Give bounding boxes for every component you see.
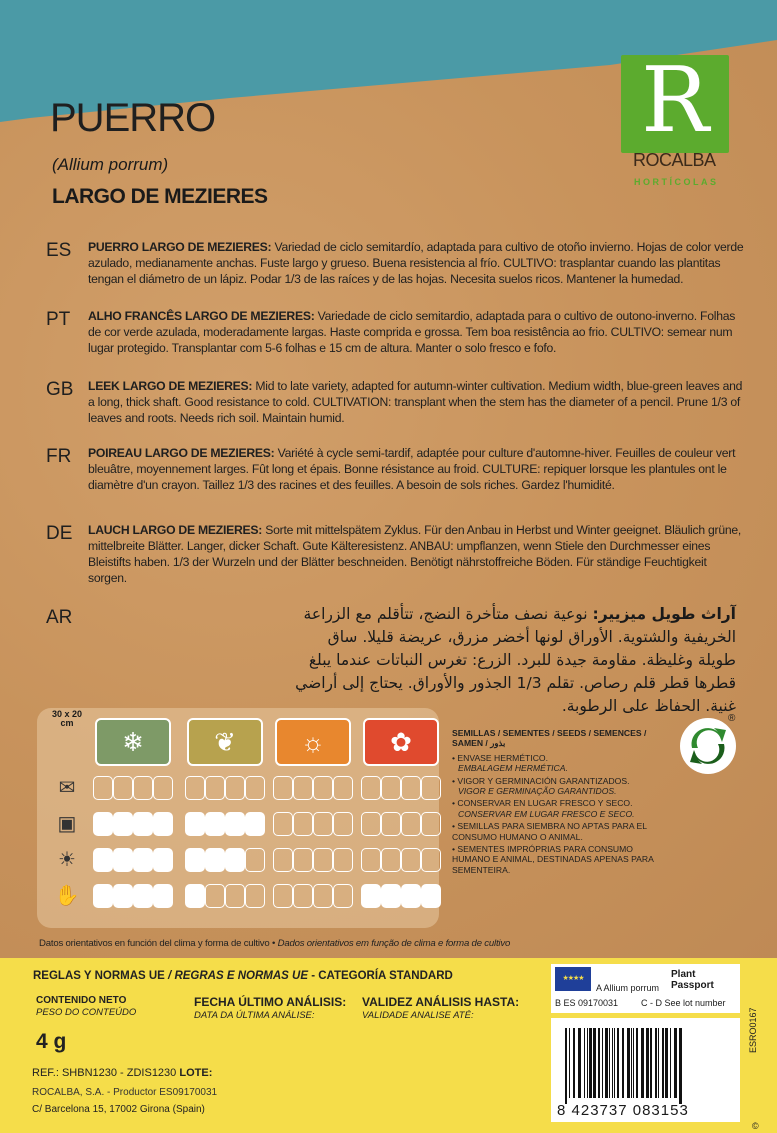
barcode-bar bbox=[674, 1028, 677, 1098]
calendar-cell bbox=[93, 812, 113, 836]
lang-code-gb: GB bbox=[46, 379, 74, 400]
calendar-cell bbox=[133, 884, 153, 908]
calendar-cell bbox=[293, 884, 313, 908]
note-es: Datos orientativos en función del clima y forma de cultivo • bbox=[39, 938, 278, 949]
description-fr bbox=[88, 445, 748, 493]
calendar-cell bbox=[153, 848, 173, 872]
barcode-bar bbox=[622, 1028, 624, 1098]
calendar-cell bbox=[333, 812, 353, 836]
calendar-cell bbox=[361, 776, 381, 800]
seed-info-alt: VIGOR E GERMINAÇÃO GARANTIDOS. bbox=[458, 786, 617, 797]
description-text: Variedade de ciclo semitardio, adaptada para o cultivo de outono-inverno. Folhas de cor verde azulada, moderadamente largas. Haste comprida e grossa. Tem boa resistência ao frio. CULTIVO: semear num lugar protegido. Transplantar com 5-6 folhas e 15 cm de altura. Manter o solo fresco e fofo. bbox=[88, 309, 736, 355]
calendar-cell bbox=[333, 848, 353, 872]
description-text: Sorte mit mittelspätem Zyklus. Für den Anbau in Herbst und Winter geeignet. Bläulich grüne, mittelbreite Blätter. Langer, dicker Schaft. Gute Kälteresistenz. ANBAU: umpflanzen, wenn Stiele den Durchmesser eines Bleistifts haben. 1/3 der Wurzeln und der Blätter beschneiden. Benötigt nährstoffreiche Böden. Für ständige Feuchtigkeit sorgen. bbox=[88, 523, 742, 585]
barcode-bar bbox=[587, 1028, 588, 1098]
seed-info-alt: EMBALAGEM HERMÉTICA. bbox=[458, 763, 568, 774]
calendar-cell bbox=[93, 776, 113, 800]
net-label: CONTENIDO NETO bbox=[36, 995, 127, 1006]
green-dot-icon bbox=[680, 718, 736, 774]
calendar-cell bbox=[113, 848, 133, 872]
scientific-name: (Allium porrum) bbox=[52, 155, 169, 174]
calendar-cell bbox=[205, 812, 225, 836]
harvest-hand-icon: ✋ bbox=[54, 885, 80, 907]
lot-label: LOTE: bbox=[179, 1067, 213, 1079]
barcode-bar bbox=[650, 1028, 652, 1098]
snowflake-icon: ❄ bbox=[95, 718, 171, 766]
calendar-cell bbox=[313, 884, 333, 908]
calendar-cell bbox=[245, 812, 265, 836]
calendar-cell bbox=[185, 848, 205, 872]
calendar-cell bbox=[153, 884, 173, 908]
calendar-cell bbox=[225, 848, 245, 872]
calendar-cell bbox=[361, 884, 381, 908]
calendar-cell bbox=[401, 884, 421, 908]
calendar-cell bbox=[313, 812, 333, 836]
registered-mark: ® bbox=[728, 713, 736, 724]
description-text: Variedad de ciclo semitardío, adaptada para cultivo de otoño invierno. Hojas de color verde azulado, medianamente anchas. Fuste largo y grueso. Buena resistencia al frío. CULTIVO: trasplantar cuando las plantitas tengan el diámetro de un lápiz. Podar 1/3 de las raíces y de las hojas. Necesita suelos ricos. Mantener la humedad. bbox=[88, 240, 744, 286]
seed-info-item: • CONSERVAR EN LUGAR FRESCO Y SECO. CONSERVAR EM LUGAR FRESCO E SECO. bbox=[452, 798, 672, 819]
barcode-bar bbox=[665, 1028, 668, 1098]
calendar-cell bbox=[361, 812, 381, 836]
calendar-cell bbox=[381, 776, 401, 800]
description-de bbox=[88, 522, 748, 586]
producer: ROCALBA, S.A. - Productor ES09170031 bbox=[32, 1087, 218, 1098]
passport-cd: C - D See lot number bbox=[641, 998, 726, 1008]
category: - CATEGORÍA STANDARD bbox=[308, 970, 453, 982]
calendar-cell bbox=[293, 812, 313, 836]
calendar-cell bbox=[421, 776, 441, 800]
rules-line bbox=[33, 970, 453, 982]
calendar-cell bbox=[185, 812, 205, 836]
calendar-cell bbox=[421, 848, 441, 872]
lang-code-ar: AR bbox=[46, 607, 73, 628]
calendar-cell bbox=[313, 848, 333, 872]
validity-label: VALIDEZ ANÁLISIS HASTA: bbox=[362, 995, 520, 1009]
calendar-cell bbox=[153, 776, 173, 800]
copyright: © bbox=[752, 1121, 759, 1131]
seed-info-item: • SEMENTES IMPRÓPRIAS PARA CONSUMO HUMANO E ANIMAL, DESTINADAS APENAS PARA SEMENTEIRA. bbox=[452, 844, 654, 875]
calendar-cell bbox=[225, 812, 245, 836]
ref-code: REF.: SHBN1230 - ZDIS1230 bbox=[32, 1067, 177, 1079]
calendar-cell bbox=[381, 884, 401, 908]
lang-code-pt: PT bbox=[46, 309, 71, 330]
sowing-calendar bbox=[37, 708, 439, 928]
eu-flag-icon: ★★★★ bbox=[555, 967, 591, 991]
net-label-pt: PESO DO CONTEÚDO bbox=[36, 1007, 137, 1018]
barcode-bars bbox=[551, 1024, 740, 1104]
calendar-cell bbox=[361, 848, 381, 872]
barcode-bar bbox=[662, 1028, 664, 1098]
barcode-bar bbox=[593, 1028, 596, 1098]
barcode-bar bbox=[617, 1028, 619, 1098]
seed-info-main: ENVASE HERMÉTICO. bbox=[457, 752, 548, 763]
calendar-cell bbox=[113, 884, 133, 908]
spacing-label: 30 x 20 cm bbox=[51, 709, 83, 728]
arabic-description bbox=[290, 603, 736, 718]
arabic-bold: آراث طويل ميزيير: bbox=[592, 605, 736, 623]
description-gb bbox=[88, 378, 748, 426]
seed-info bbox=[452, 728, 672, 877]
calendar-cell bbox=[401, 812, 421, 836]
description-bold: LAUCH LARGO DE MEZIERES: bbox=[88, 523, 263, 537]
passport-title: Plant Passport bbox=[671, 969, 714, 991]
description-pt bbox=[88, 308, 748, 356]
calendar-cell bbox=[293, 848, 313, 872]
seed-info-main: SEMENTES IMPRÓPRIAS PARA CONSUMO HUMANO E ANIMAL, DESTINADAS APENAS PARA SEMENTEIRA. bbox=[452, 844, 654, 875]
description-text: Mid to late variety, adapted for autumn-winter cultivation. Medium width, blue-green leaves and a long, thick shaft. Good resistance to cold. CULTIVATION: transplant when the stem has the diameter of a pencil. Prune 1/3 of leaves and roots. Needs rich soil. Maintain humid. bbox=[88, 379, 743, 425]
barcode-bar bbox=[609, 1028, 610, 1098]
calendar-cell bbox=[313, 776, 333, 800]
calendar-cell bbox=[273, 812, 293, 836]
orientative-note bbox=[39, 938, 510, 949]
calendar-cell bbox=[381, 812, 401, 836]
calendar-cell bbox=[401, 776, 421, 800]
calendar-cell bbox=[245, 848, 265, 872]
calendar-cell bbox=[245, 884, 265, 908]
lang-code-de: DE bbox=[46, 523, 73, 544]
barcode-bar bbox=[646, 1028, 649, 1098]
rules-pt: / REGRAS E NORMAS UE bbox=[164, 970, 308, 982]
barcode-bar bbox=[605, 1028, 608, 1098]
calendar-cell bbox=[273, 776, 293, 800]
calendar-cell bbox=[113, 776, 133, 800]
description-bold: ALHO FRANCÊS LARGO DE MEZIERES: bbox=[88, 309, 315, 323]
validity-label-pt: VALIDADE ANALISE ATÉ: bbox=[362, 1010, 474, 1021]
seed-info-heading: SEMILLAS / SEMENTES / SEEDS / SEMENCES / SAMEN / بذور bbox=[452, 728, 647, 749]
seed-info-item: • SEMILLAS PARA SIEMBRA NO APTAS PARA EL CONSUMO HUMANO O ANIMAL. bbox=[452, 821, 647, 842]
seed-info-items bbox=[452, 753, 672, 875]
plant-passport bbox=[551, 964, 740, 1013]
sun-icon: ☼ bbox=[275, 718, 351, 766]
calendar-cell bbox=[421, 812, 441, 836]
passport-b: B ES 09170031 bbox=[555, 998, 619, 1008]
seed-info-main: VIGOR Y GERMINACIÓN GARANTIZADOS. bbox=[457, 775, 630, 786]
passport-a: A Allium porrum bbox=[596, 983, 660, 993]
description-es bbox=[88, 239, 748, 287]
barcode-bar bbox=[569, 1028, 570, 1098]
calendar-cell bbox=[421, 884, 441, 908]
leaf-icon: ❦ bbox=[187, 718, 263, 766]
analysis-label-pt: DATA DA ÚLTIMA ANÁLISE: bbox=[194, 1010, 315, 1021]
barcode-bar bbox=[612, 1028, 613, 1098]
seed-info-main: CONSERVAR EN LUGAR FRESCO Y SECO. bbox=[457, 798, 633, 809]
calendar-cell bbox=[93, 884, 113, 908]
side-code: ESRO0167 bbox=[748, 1007, 758, 1053]
description-bold: PUERRO LARGO DE MEZIERES: bbox=[88, 240, 272, 254]
product-title: PUERRO bbox=[50, 96, 216, 140]
calendar-cell bbox=[113, 812, 133, 836]
calendar-cell bbox=[225, 776, 245, 800]
description-bold: POIREAU LARGO DE MEZIERES: bbox=[88, 446, 275, 460]
calendar-cell bbox=[225, 884, 245, 908]
lang-code-fr: FR bbox=[46, 446, 72, 467]
calendar-cell bbox=[133, 776, 153, 800]
barcode-bar bbox=[633, 1028, 634, 1098]
calendar-cell bbox=[401, 848, 421, 872]
sowing-icon: ☀ bbox=[58, 849, 76, 871]
barcode-bar bbox=[655, 1028, 657, 1098]
barcode-bar bbox=[670, 1028, 671, 1098]
barcode-bar bbox=[614, 1028, 615, 1098]
calendar-cell bbox=[153, 812, 173, 836]
barcode-bar bbox=[627, 1028, 630, 1098]
arabic-text: نوعية نصف متأخرة النضج، تتأقلم مع الزراعة الخريفية والشتوية. الأوراق لونها أخضر مزرق، عريضة قليلا. ساق طويلة وغليظة. مقاومة جيدة للبرد. الزرع: تغرس النباتات عندما يبلغ قطرها قطر قلم رصاص. تقلم 1/3 الجذور والأوراق. يحتاج إلى أراضي غنية. الحفاظ على الرطوبة. bbox=[295, 605, 736, 715]
calendar-cell bbox=[333, 884, 353, 908]
calendar-cell bbox=[185, 776, 205, 800]
seed-info-item: • VIGOR Y GERMINACIÓN GARANTIZADOS. VIGOR E GERMINAÇÃO GARANTIDOS. bbox=[452, 776, 672, 797]
calendar-cell bbox=[133, 812, 153, 836]
seedbed-icon: ▣ bbox=[57, 813, 77, 835]
calendar-cell bbox=[273, 848, 293, 872]
barcode-bar bbox=[631, 1028, 632, 1098]
barcode-bar bbox=[658, 1028, 659, 1098]
calendar-cell bbox=[205, 884, 225, 908]
description-bold: LEEK LARGO DE MEZIERES: bbox=[88, 379, 253, 393]
barcode-bar bbox=[602, 1028, 603, 1098]
calendar-cell bbox=[205, 776, 225, 800]
brand-subtitle: HORTÍCOLAS bbox=[634, 177, 719, 187]
variety-name: LARGO DE MEZIERES bbox=[52, 185, 268, 208]
seed-info-item: • ENVASE HERMÉTICO. EMBALAGEM HERMÉTICA. bbox=[452, 753, 672, 774]
barcode-bar bbox=[589, 1028, 592, 1098]
seed-packet-icon: ✉ bbox=[58, 777, 76, 799]
description-text: Variété à cycle semi-tardif, adaptée pour culture d'automne-hiver. Feuilles de couleur vert bleuâtre, moyennement larges. Fût long et épais. Bonne résistance au froid. CULTURE: repiquer lorsque les plantules ont le diamètre d'un crayon. Taillez 1/3 des racines et des feuilles. A besoin de sols riches. Gardez l'humidité. bbox=[88, 446, 736, 492]
calendar-cell bbox=[333, 776, 353, 800]
barcode-bar bbox=[584, 1028, 585, 1098]
barcode bbox=[551, 1018, 740, 1122]
barcode-bar bbox=[578, 1028, 581, 1098]
calendar-cell bbox=[273, 884, 293, 908]
address: C/ Barcelona 15, 17002 Girona (Spain) bbox=[32, 1104, 205, 1115]
brand-name: ROCALBA bbox=[633, 150, 716, 170]
analysis-label: FECHA ÚLTIMO ANÁLISIS: bbox=[194, 995, 347, 1009]
barcode-bar bbox=[565, 1028, 567, 1104]
barcode-number: 8 423737 083153 bbox=[557, 1102, 689, 1119]
lang-code-es: ES bbox=[46, 240, 72, 261]
seed-info-main: SEMILLAS PARA SIEMBRA NO APTAS PARA EL CONSUMO HUMANO O ANIMAL. bbox=[452, 821, 647, 842]
ref-line bbox=[32, 1067, 212, 1079]
barcode-bar bbox=[573, 1028, 575, 1098]
calendar-cell bbox=[93, 848, 113, 872]
calendar-cell bbox=[245, 776, 265, 800]
calendar-cell bbox=[293, 776, 313, 800]
barcode-bar bbox=[636, 1028, 638, 1098]
calendar-cell bbox=[205, 848, 225, 872]
net-value: 4 g bbox=[36, 1030, 67, 1053]
logo-letter: R bbox=[641, 48, 709, 153]
note-pt: Dados orientativos em função de clima e forma de cultivo bbox=[277, 938, 511, 949]
calendar-cell bbox=[381, 848, 401, 872]
barcode-bar bbox=[679, 1028, 682, 1104]
calendar-cell bbox=[133, 848, 153, 872]
seed-info-alt: CONSERVAR EM LUGAR FRESCO E SECO. bbox=[458, 808, 635, 819]
calendar-cell bbox=[185, 884, 205, 908]
maple-leaf-icon: ✿ bbox=[363, 718, 439, 766]
barcode-bar bbox=[641, 1028, 644, 1098]
barcode-bar bbox=[598, 1028, 600, 1098]
rules-es: REGLAS Y NORMAS UE bbox=[33, 970, 165, 982]
